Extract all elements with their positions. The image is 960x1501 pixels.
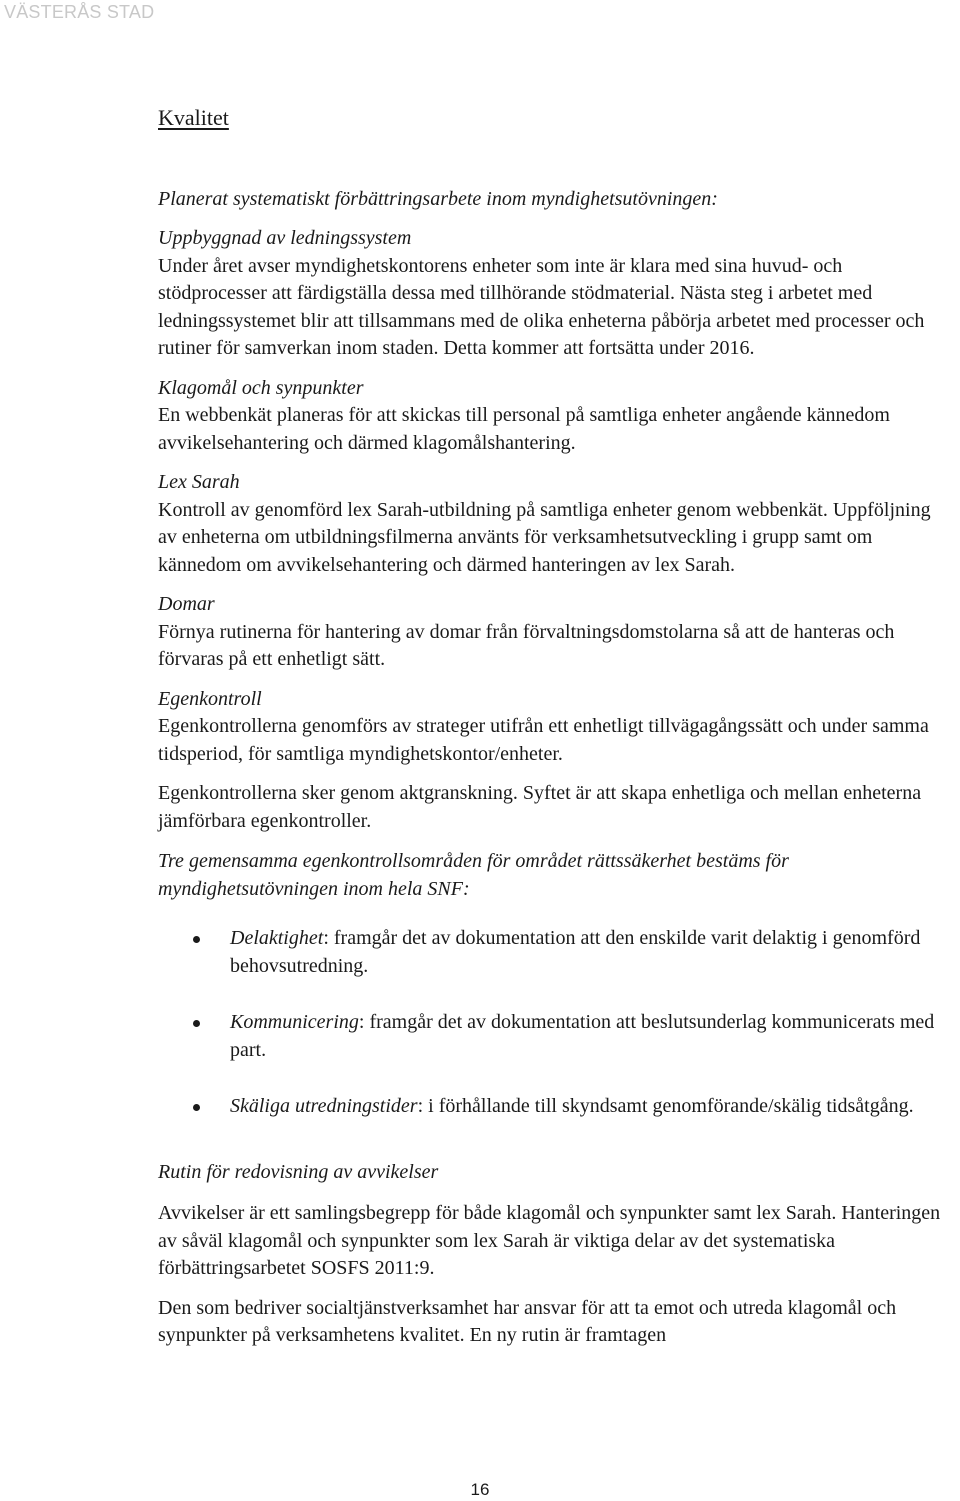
section-heading-lex-sarah: Lex Sarah [158,471,240,493]
page-title: Kvalitet [158,105,229,130]
areas-heading: Tre gemensamma egenkontrollsområden för området rättssäkerhet bestäms för myndighetsutövningen inom hela SNF: [158,850,789,900]
section-heading-ledningssystem: Uppbyggnad av ledningssystem [158,227,412,249]
area-term: Delaktighet [230,927,324,949]
routine-body-1: Avvikelser är ett samlingsbegrepp för både klagomål och synpunkter samt lex Sarah. Hanteringen av såväl klagomål och synpunkter som lex Sarah är viktiga delar av det systematiska förbättringsarbetet SOSFS 2011:9. [158,1202,941,1279]
bullet-icon [193,1020,200,1027]
list-item [158,1009,953,1064]
section-heading-domar: Domar [158,593,215,615]
routine-heading: Rutin för redovisning av avvikelser [158,1160,439,1183]
list-item [158,1093,953,1121]
section-body-ledningssystem: Under året avser myndighetskontorens enheter som inte är klara med sina huvud- och stödprocesser att färdigställa dessa med tillhörande stödmaterial. Nästa steg i arbetet med ledningssystemet blir att tillsammans med de olika enheterna påbörja arbetet med processer och rutiner för samverkan inom staden. Detta kommer att fortsätta under 2016. [158,254,925,359]
section-heading-egenkontroll: Egenkontroll [158,687,262,710]
header-watermark: VÄSTERÅS STAD [4,2,155,22]
section-body-egenkontroll-1: Egenkontrollerna genomförs av strateger utifrån ett enhetligt tillvägagångssätt och under samma tidsperiod, för samtliga myndighetskontor/enheter. [158,715,929,765]
bullet-icon [193,936,200,943]
areas-list [158,925,953,1121]
list-item [158,925,953,980]
area-text: : i förhållande till skyndsamt genomförande/skälig tidsåtgång. [417,1095,914,1117]
section-body-egenkontroll-2: Egenkontrollerna sker genom aktgranskning. Syftet är att skapa enhetliga och mellan enheterna jämförbara egenkontroller. [158,782,922,832]
section-body-lex-sarah: Kontroll av genomförd lex Sarah-utbildning på samtliga enheter genom webbenkät. Uppföljning av enheterna om utbildningsfilmerna använts för verksamhetsutveckling i grupp samt om kännedom om avvikelsehantering och därmed hanteringen av lex Sarah. [158,498,931,576]
document-body [158,104,953,1350]
section-body-klagomal: En webbenkät planeras för att skickas till personal på samtliga enheter angående kännedom avvikelsehantering och därmed klagomålshantering. [158,404,890,454]
area-text: : framgår det av dokumentation att den enskilde varit delaktig i genomförd behovsutredning. [230,927,921,977]
area-term: Kommunicering [230,1011,359,1033]
area-term: Skäliga utredningstider [230,1095,418,1117]
routine-body-2: Den som bedriver socialtjänstverksamhet har ansvar för att ta emot och utreda klagomål och synpunkter på verksamhetens kvalitet. En ny rutin är framtagen [158,1296,897,1346]
page-number: 16 [470,1480,490,1499]
bullet-icon [193,1104,200,1111]
section-body-domar: Förnya rutinerna för hantering av domar från förvaltningsdomstolarna så att de hanteras och förvaras på ett enhetligt sätt. [158,620,895,670]
section-heading-klagomal: Klagomål och synpunkter [158,376,364,399]
planned-heading: Planerat systematiskt förbättringsarbete inom myndighetsutövningen: [158,187,718,210]
area-text: : framgår det av dokumentation att beslutsunderlag kommunicerats med part. [230,1011,935,1061]
